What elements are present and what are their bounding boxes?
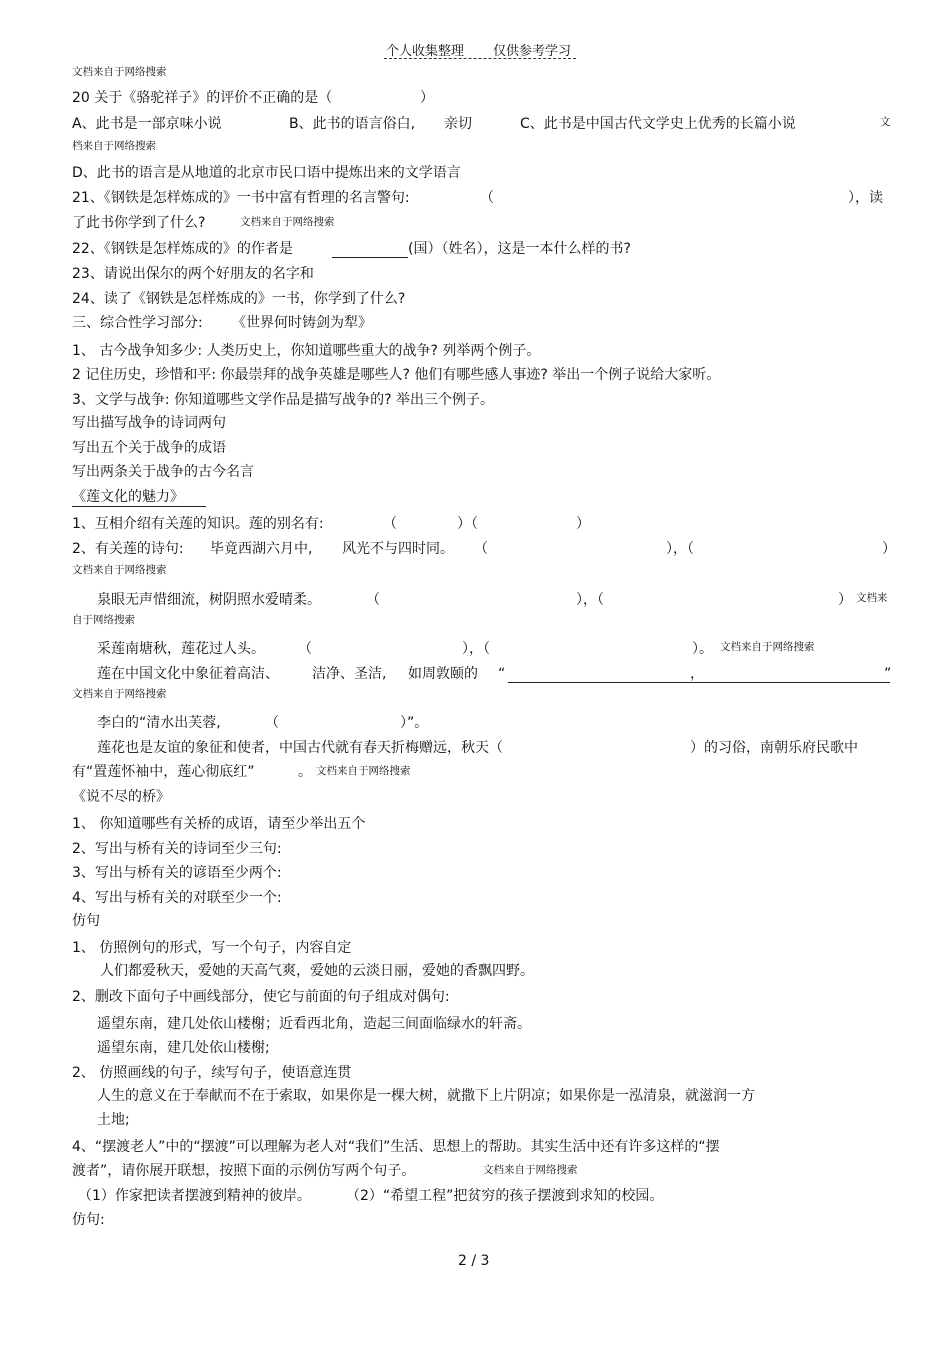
imitate-q4: 4、“摆渡老人”中的“摆渡”可以理解为老人对“我们”生活、思想上的帮助。其实生活中还有许多这样的“摆 <box>72 1139 720 1155</box>
bridge-title: 《说不尽的桥》 <box>72 789 170 805</box>
section-title: 三、综合性学习部分: <box>72 315 203 331</box>
q20-option-c: C、此书是中国古代文学史上优秀的长篇小说 <box>520 116 796 132</box>
paren: ）”。 <box>400 715 429 731</box>
war-q3: 3、文学与战争: 你知道哪些文学作品是描写战争的? 举出三个例子。 <box>72 392 494 408</box>
q20-option-d: D、此书的语言是从地道的北京市民口语中提炼出来的文学语言 <box>72 165 461 181</box>
q21-text: 21、《钢铁是怎样炼成的》一书中富有哲理的名言警句: <box>72 190 410 206</box>
q20-option-b: B、此书的语言俗白, <box>289 116 416 132</box>
lotus-symbol-b: 洁净、圣洁, <box>312 666 387 682</box>
lotus-q2: 2、有关莲的诗句: <box>72 541 184 557</box>
imitate-q4-answer: 仿句: <box>72 1212 105 1228</box>
lotus-symbol-c: 如周敦颐的 <box>408 666 478 682</box>
imitate-q2: 2、删改下面句子中画线部分，使它与前面的句子组成对偶句: <box>72 989 450 1005</box>
imitate-q2-example-2: 遥望东南，建几处依山楼榭; <box>97 1040 270 1056</box>
paren: （ <box>265 715 279 731</box>
watermark: 文档来自于网络搜索 <box>72 688 167 700</box>
watermark-fragment: 档来自于网络搜索 <box>72 140 156 152</box>
watermark: 文档来自于网络搜索 <box>72 564 167 576</box>
imitate-q3: 2、 仿照画线的句子，续写句子，使语意连贯 <box>72 1065 352 1081</box>
lotus-poem-3: 采莲南塘秋，莲花过人头。 <box>97 641 265 657</box>
lotus-folk-song: 有“置莲怀袖中，莲心彻底红” <box>72 764 255 780</box>
header-right: 仅供参考学习 <box>493 44 572 59</box>
q20-stem: 20 关于《骆驼祥子》的评价不正确的是（ <box>72 90 333 106</box>
lotus-friendship: 莲花也是友谊的象征和使者，中国古代就有春天折梅赠远，秋天（ <box>97 740 503 756</box>
period: 。 <box>298 764 312 780</box>
imitate-q4-example-2: （2）“希望工程”把贫穷的孩子摆渡到求知的校园。 <box>346 1188 664 1204</box>
war-task-idioms: 写出五个关于战争的成语 <box>72 440 226 456</box>
lotus-title: 《莲文化的魅力》 <box>72 489 184 505</box>
imitate-q3-example-2: 土地; <box>97 1112 130 1128</box>
watermark-fragment: 文档来 <box>856 592 888 604</box>
watermark: 文档来自于网络搜索 <box>240 216 335 228</box>
imitate-q4-example-1: （1）作家把读者摆渡到精神的彼岸。 <box>78 1188 311 1204</box>
lotus-symbol: 莲在中国文化中象征着高洁、 <box>97 666 279 682</box>
war-task-poems: 写出描写战争的诗词两句 <box>72 415 226 431</box>
war-q1: 1、 古今战争知多少: 人类历史上，你知道哪些重大的战争? 列举两个例子。 <box>72 343 541 359</box>
lotus-poem-2: 泉眼无声惜细流，树阴照水爱晴柔。 <box>97 592 321 608</box>
page-number: 2 / 3 <box>458 1253 490 1269</box>
lotus-friendship-cont: ）的习俗，南朝乐府民歌中 <box>690 740 858 756</box>
section-subtitle: 《世界何时铸剑为犁》 <box>232 315 372 331</box>
paren: ） <box>882 541 896 557</box>
lotus-poem-1a: 毕竟西湖六月中, <box>210 541 313 557</box>
paren: （ <box>474 541 488 557</box>
q23-text: 23、请说出保尔的两个好朋友的名字和 <box>72 266 314 282</box>
q21-paren: （ <box>480 190 494 206</box>
paren: ） <box>838 592 852 608</box>
watermark: 文档来自于网络搜索 <box>72 66 167 78</box>
q20-option-b-cont: 亲切 <box>444 116 472 132</box>
watermark: 文档来自于网络搜索 <box>316 765 411 777</box>
q22-text-cont: (国）（姓名），这是一本什么样的书? <box>408 241 631 257</box>
paren: （ <box>366 592 380 608</box>
header-left: 个人收集整理 <box>386 44 465 59</box>
header-rule <box>384 58 576 59</box>
bridge-q2: 2、写出与桥有关的诗词至少三句: <box>72 841 282 857</box>
bridge-q4: 4、写出与桥有关的对联至少一个: <box>72 890 282 906</box>
paren: ）。 <box>692 641 713 657</box>
q24-text: 24、读了《钢铁是怎样炼成的》一书，你学到了什么? <box>72 291 406 307</box>
q21-close: ），读 <box>848 190 883 206</box>
watermark-fragment: 文 <box>880 116 891 128</box>
q22-blank <box>332 257 408 258</box>
lotus-poem-1b: 风光不与四时同。 <box>342 541 454 557</box>
q20-option-a: A、此书是一部京味小说 <box>72 116 222 132</box>
paren: （ <box>383 516 397 532</box>
q22-text: 22、《钢铁是怎样炼成的》的作者是 <box>72 241 293 257</box>
watermark: 文档来自于网络搜索 <box>720 641 815 653</box>
watermark-fragment: 自于网络搜索 <box>72 614 135 626</box>
war-q2: 2 记住历史，珍惜和平: 你最崇拜的战争英雄是哪些人? 他们有哪些感人事迹? 举出一个例子说给大家听。 <box>72 367 721 383</box>
watermark: 文档来自于网络搜索 <box>483 1164 578 1176</box>
paren: ）（ <box>457 516 478 532</box>
bridge-q3: 3、写出与桥有关的谚语至少两个: <box>72 865 282 881</box>
imitate-q3-example: 人生的意义在于奉献而不在于索取，如果你是一棵大树，就撒下上片阴凉；如果你是一泓清泉，就滋润一方 <box>97 1088 755 1104</box>
lotus-title-underline <box>72 506 206 507</box>
q21-text-cont: 了此书你学到了什么? <box>72 215 206 231</box>
war-task-sayings: 写出两条关于战争的古今名言 <box>72 464 254 480</box>
paren: ） <box>576 516 590 532</box>
imitate-q1: 1、 仿照例句的形式，写一个句子，内容自定 <box>72 940 352 956</box>
paren: ），（ <box>666 541 694 557</box>
lotus-q1: 1、互相介绍有关莲的知识。莲的别名有: <box>72 516 324 532</box>
lotus-libai: 李白的“清水出芙蓉, <box>97 715 221 731</box>
comma: ， <box>690 666 704 682</box>
q20-close: ） <box>420 90 434 106</box>
paren: ），（ <box>462 641 490 657</box>
paren: （ <box>298 641 312 657</box>
imitate-q2-example: 遥望东南，建几处依山楼榭；近看西北角，造起三间面临绿水的轩斋。 <box>97 1016 531 1032</box>
quote: ” <box>884 666 892 682</box>
quote: “ <box>498 666 506 682</box>
imitate-q4-cont: 渡者”，请你展开联想，按照下面的示例仿写两个句子。 <box>72 1163 416 1179</box>
imitate-title: 仿句 <box>72 913 100 929</box>
bridge-q1: 1、 你知道哪些有关桥的成语，请至少举出五个 <box>72 816 366 832</box>
imitate-q1-example: 人们都爱秋天，爱她的天高气爽，爱她的云淡日丽，爱她的香飘四野。 <box>100 963 534 979</box>
paren: ），（ <box>576 592 604 608</box>
